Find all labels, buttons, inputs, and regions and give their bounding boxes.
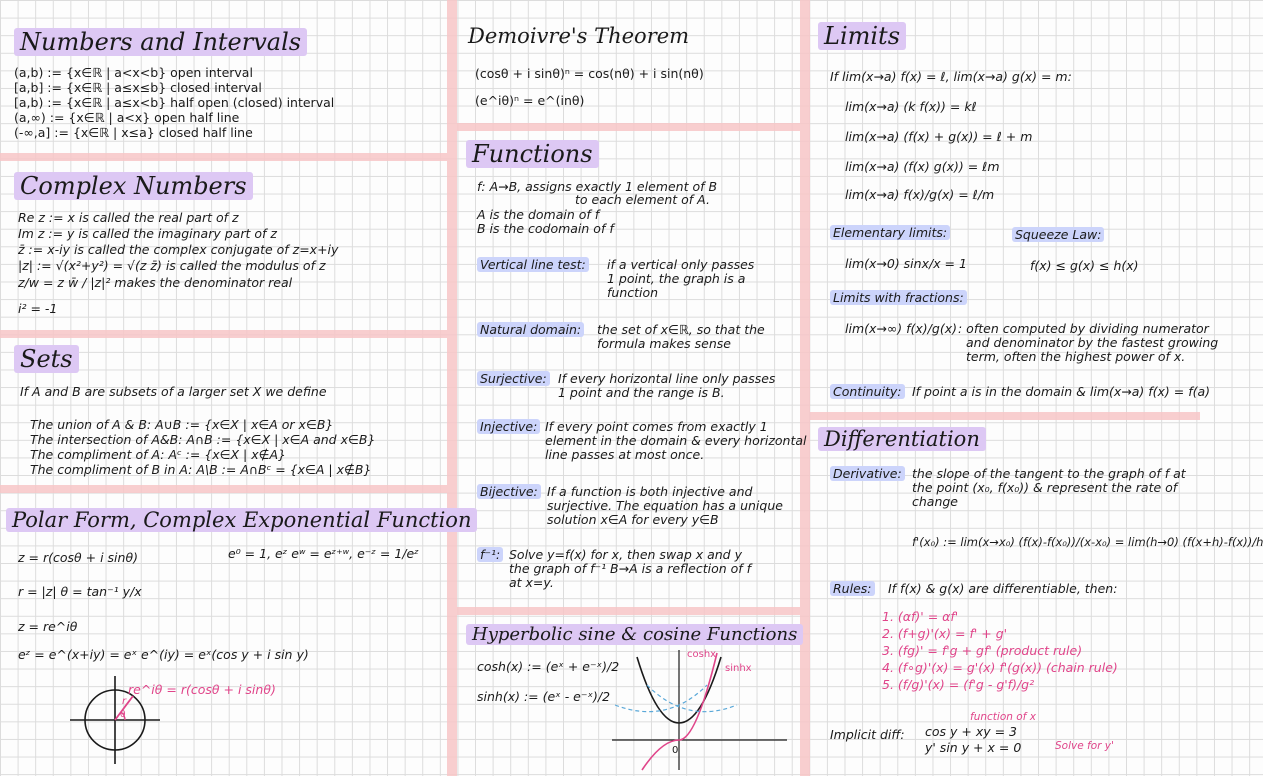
demoivre-line2: (e^iθ)ⁿ = e^(inθ) [475,93,585,108]
bij-text-1: If a function is both injective and [547,484,753,499]
cont-label: Continuity: [830,385,905,399]
deriv-text-2: the point (x₀, f(x₀)) & represent the rate of [912,480,1178,495]
nd-label: Natural domain: [477,323,584,337]
limits-cond: If lim(x→a) f(x) = ℓ, lim(x→a) g(x) = m: [830,69,1072,84]
numbers-title: Numbers and Intervals [14,28,307,56]
deriv-text-3: change [912,494,959,509]
inj-label: Injective: [477,420,540,434]
r-label: r [122,696,127,707]
limits-title: Limits [818,22,906,50]
limit-rule: lim(x→a) (f(x) g(x)) = ℓm [845,159,1000,174]
exp-rules: e⁰ = 1, eᶻ eʷ = eᶻ⁺ʷ, e⁻ᶻ = 1/eᶻ [228,546,419,561]
polar-z: z = re^iθ [18,619,78,634]
sinh-label: sinhx [725,663,752,674]
polar-diagram-label: re^iθ = r(cosθ + i sinθ) [128,682,276,697]
row-divider-1 [0,153,447,161]
polar-rt: r = |z| θ = tan⁻¹ y/x [18,584,142,599]
deriv-formula: f'(x₀) := lim(x→x₀) (f(x)-f(x₀))/(x-x₀) = lim(h→0) (f(x+h)-f(x))/h [912,535,1263,549]
squeeze-label: Squeeze Law: [1012,228,1104,242]
f-def-2: to each element of A. [575,192,710,207]
implicit-label: Implicit diff: [830,727,905,742]
inj-text-1: If every point comes from exactly 1 [545,419,768,434]
vlt-text-1: if a vertical only passes [607,257,755,272]
interval-line: [a,b) := {x∈ℝ | a≤x<b} half open (closed) interval [14,95,335,110]
hyperbolic-title: Hyperbolic sine & cosine Functions [466,624,803,645]
cosh-def: cosh(x) := (eˣ + e⁻ˣ)/2 [477,659,620,674]
frac-text-1: : often computed by dividing numerator [958,321,1209,336]
implicit-2: y' sin y + x = 0 [925,740,1022,755]
complex-line: z̄ := x-iy is called the complex conjugate of z=x+iy [18,242,339,257]
inv-text-2: the graph of f⁻¹ B→A is a reflection of f [509,561,752,576]
inj-text-3: line passes at most once. [545,447,705,462]
bij-text-3: solution x∈A for every y∈B [547,512,719,527]
interval-line: [a,b] := {x∈ℝ | a≤x≤b} closed interval [14,80,262,95]
sets-line: The union of A & B: A∪B := {x∈X | x∈A or x∈B} [30,417,334,432]
frac-text-2: and denominator by the fastest growing [966,335,1219,350]
vlt-label: Vertical line test: [477,258,589,272]
interval-line: (-∞,a] := {x∈ℝ | x≤a} closed half line [14,125,253,140]
solve-note: Solve for y' [1055,740,1114,752]
cont-text: If point a is in the domain & lim(x→a) f(x) = f(a) [912,384,1211,399]
exp-curve [615,685,707,712]
frac-expr: lim(x→∞) f(x)/g(x) [845,321,957,336]
surj-text-2: 1 point and the range is B. [558,385,725,400]
vlt-text-3: function [607,285,659,300]
row-divider-col2-1 [457,123,800,131]
nd-text-1: the set of x∈ℝ, so that the [597,322,765,337]
cosh-label: coshx [687,649,717,660]
complex-line: z/w = z w̄ / |z|² makes the denominator real [18,275,293,290]
demoivre-line1: (cosθ + i sinθ)ⁿ = cos(nθ) + i sin(nθ) [475,66,704,81]
polar-title: Polar Form, Complex Exponential Function [6,508,477,532]
row-divider-3 [0,485,447,493]
diff-rule: 2. (f+g)'(x) = f' + g' [882,626,1008,641]
diff-title: Differentiation [818,427,986,451]
f-codomain: B is the codomain of f [477,221,614,236]
polar-form: z = r(cosθ + i sinθ) [18,550,138,565]
nd-text-2: formula makes sense [597,336,731,351]
diff-rule: 5. (f/g)'(x) = (f'g - g'f)/g² [882,677,1035,692]
surj-label: Surjective: [477,372,550,386]
interval-line: (a,b) := {x∈ℝ | a<x<b} open interval [14,65,253,80]
f-domain: A is the domain of f [477,207,600,222]
limit-rule: lim(x→a) (k f(x)) = kℓ [845,99,977,114]
f-def-1: f: A→B, assigns exactly 1 element of B [477,179,718,194]
sets-line: The intersection of A&B: A∩B := {x∈X | x∈A and x∈B} [30,432,376,447]
frac-text-3: term, often the highest power of x. [966,349,1186,364]
complex-line: Re z := x is called the real part of z [18,210,239,225]
bij-text-2: surjective. The equation has a unique [547,498,783,513]
squeeze-law: f(x) ≤ g(x) ≤ h(x) [1030,258,1139,273]
demoivre-title: Demoivre's Theorem [468,24,690,48]
elem-limit: lim(x→0) sinx/x = 1 [845,256,967,271]
hyperbolic-graph [607,645,792,773]
row-divider-2 [0,330,447,338]
functions-title: Functions [466,140,599,168]
theta-label: θ [120,710,126,720]
inj-text-2: element in the domain & every horizontal [545,433,807,448]
exp-neg-curve [647,685,737,712]
complex-title: Complex Numbers [14,172,253,200]
complex-line: Im z := y is called the imaginary part of z [18,226,277,241]
surj-text-1: If every horizontal line only passes [558,371,776,386]
sets-intro: If A and B are subsets of a larger set X we define [20,384,327,399]
diff-rule: 1. (αf)' = αf' [882,609,959,624]
inv-text-1: Solve y=f(x) for x, then swap x and y [509,547,742,562]
complex-line: i² = -1 [18,301,58,316]
diff-rule: 3. (fg)' = f'g + gf' (product rule) [882,643,1083,658]
sinh-def: sinh(x) := (eˣ - e⁻ˣ)/2 [477,689,611,704]
deriv-label: Derivative: [830,467,905,481]
rules-intro: If f(x) & g(x) are differentiable, then: [888,581,1118,596]
deriv-text-1: the slope of the tangent to the graph of f at [912,466,1186,481]
complex-line: |z| := √(x²+y²) = √(z z̄) is called the modulus of z [18,258,326,273]
vlt-text-2: 1 point, the graph is a [607,271,746,286]
row-divider-col2-2 [457,607,800,615]
diff-rule: 4. (f∘g)'(x) = g'(x) f'(g(x)) (chain rule) [882,660,1118,675]
polar-ez: eᶻ = e^(x+iy) = eˣ e^(iy) = eˣ(cos y + i sin y) [18,647,309,662]
function-note: function of x [970,711,1036,723]
sets-line: The compliment of A: Aᶜ := {x∈X | x∉A} [30,447,287,462]
inv-label: f⁻¹: [477,548,503,562]
interval-line: (a,∞) := {x∈ℝ | a<x} open half line [14,110,240,125]
origin-label: 0 [672,745,679,756]
row-divider-col3-1 [810,412,1200,420]
inv-text-3: at x=y. [509,575,554,590]
elem-label: Elementary limits: [830,226,950,240]
frac-label: Limits with fractions: [830,291,967,305]
implicit-1: cos y + xy = 3 [925,724,1017,739]
bij-label: Bijective: [477,485,541,499]
limit-rule: lim(x→a) (f(x) + g(x)) = ℓ + m [845,129,1033,144]
sets-line: The compliment of B in A: A\B := A∩Bᶜ = {x∈A | x∉B} [30,462,372,477]
sets-title: Sets [14,345,79,373]
limit-rule: lim(x→a) f(x)/g(x) = ℓ/m [845,187,995,202]
column-divider-right [800,0,810,776]
rules-label: Rules: [830,582,875,596]
column-divider-left [447,0,457,776]
